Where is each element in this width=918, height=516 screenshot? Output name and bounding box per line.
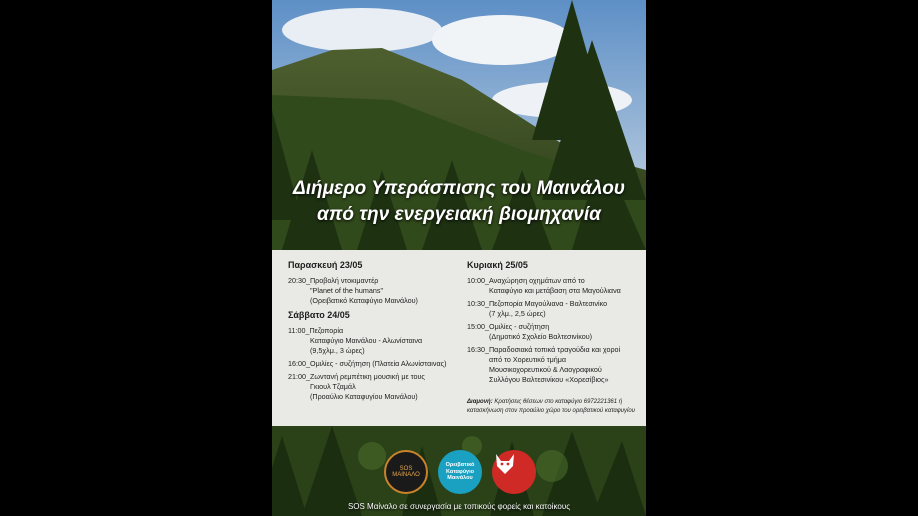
entry-time-title: 15:00_Ομιλίες - συζήτηση: [467, 322, 550, 331]
day-heading-sunday: Κυριακή 25/05: [467, 260, 528, 270]
entry-detail: (9,5χλμ., 3 ώρες): [310, 346, 365, 355]
entry-time-title: 10:30_Πεζοπορία Μαγούλιανα - Βαλτεσινίκο: [467, 299, 608, 308]
booking-label: Διαμονή:: [467, 399, 493, 405]
entry-time-title: 20:30_Προβολή ντοκιμαντέρ: [288, 276, 379, 285]
title-line-1: Διήμερο Υπεράσπισης του Μαινάλου: [292, 178, 626, 199]
title-line-2: από την ενεργειακή βιομηχανία: [317, 204, 601, 225]
mountain-refuge-logo: [438, 450, 482, 494]
entry-detail: (7 χλμ., 2,5 ώρες): [489, 309, 546, 318]
sos-mainalo-logo: [384, 450, 428, 494]
schedule-entry: [288, 372, 468, 402]
event-poster: [272, 0, 646, 516]
day-heading-saturday: Σάββατο 24/05: [288, 310, 350, 320]
entry-detail: Γκιουλ Τζαμάλ: [310, 382, 356, 391]
entry-detail: Καταφύγιο και μετάβαση στα Μαγούλιανα: [489, 286, 621, 295]
day-heading-friday: Παρασκευή 23/05: [288, 260, 363, 270]
wolf-association-logo: [492, 450, 536, 494]
footer-forest: [272, 426, 646, 516]
entry-time-title: 16:00_Ομιλίες - συζήτηση (Πλατεία Αλωνίσταινας): [288, 359, 447, 368]
entry-detail: Καταφύγιο Μαινάλου - Αλωνίσταινα: [310, 336, 423, 345]
program-panel: [272, 250, 646, 426]
poster-title: [272, 176, 646, 228]
entry-detail: (Προαύλιο Καταφυγίου Μαινάλου): [310, 392, 418, 401]
entry-time-title: 10:00_Αναχώρηση οχημάτων από το: [467, 276, 585, 285]
booking-note: [467, 398, 643, 416]
schedule-entry: [467, 299, 643, 319]
mountain-forest-photo: [272, 0, 646, 250]
entry-time-title: 11:00_Πεζοπορία: [288, 326, 344, 335]
sos-logo-text: SOS ΜΑΙΝΑΛΟ: [392, 466, 420, 478]
program-left-column: [288, 256, 468, 405]
entry-detail: "Planet of the humans": [310, 286, 384, 295]
entry-detail: Συλλόγου Βαλτεσινίκου «Χορεσίβιος»: [489, 375, 609, 384]
entry-detail: (Δημοτικό Σχολείο Βαλτεσινίκου): [489, 332, 593, 341]
entry-time-title: 21:00_Ζωντανή ρεμπέτικη μουσική με τους: [288, 372, 425, 381]
schedule-entry: [288, 276, 468, 306]
wolf-icon: [492, 450, 518, 476]
entry-detail: από το Χορευτικό τμήμα: [489, 355, 567, 364]
program-right-column: [467, 256, 643, 388]
entry-detail: (Ορειβατικό Καταφύγιο Μαινάλου): [310, 296, 418, 305]
refuge-logo-text: Ορειβατικό Καταφύγιο Μαινάλου: [445, 462, 475, 482]
schedule-entry: [467, 322, 643, 342]
schedule-entry: [288, 359, 468, 369]
schedule-entry: [288, 326, 468, 356]
schedule-entry: [467, 345, 643, 385]
schedule-entry: [467, 276, 643, 296]
entry-detail: Μουσικοχορευτικού & Λαογραφικού: [489, 365, 602, 374]
booking-text: Κρατήσεις θέσεων στο καταφύγιο 6972221361 ή κατασκήνωση στον προαύλιο χώρο του ορειβατικού καταφυγίου: [467, 399, 636, 414]
footer-credit: SOS Μαίναλο σε συνεργασία με τοπικούς φορείς και κατοίκους: [347, 502, 571, 511]
entry-time-title: 16:30_Παραδοσιακά τοπικά τραγούδια και χοροί: [467, 345, 621, 354]
